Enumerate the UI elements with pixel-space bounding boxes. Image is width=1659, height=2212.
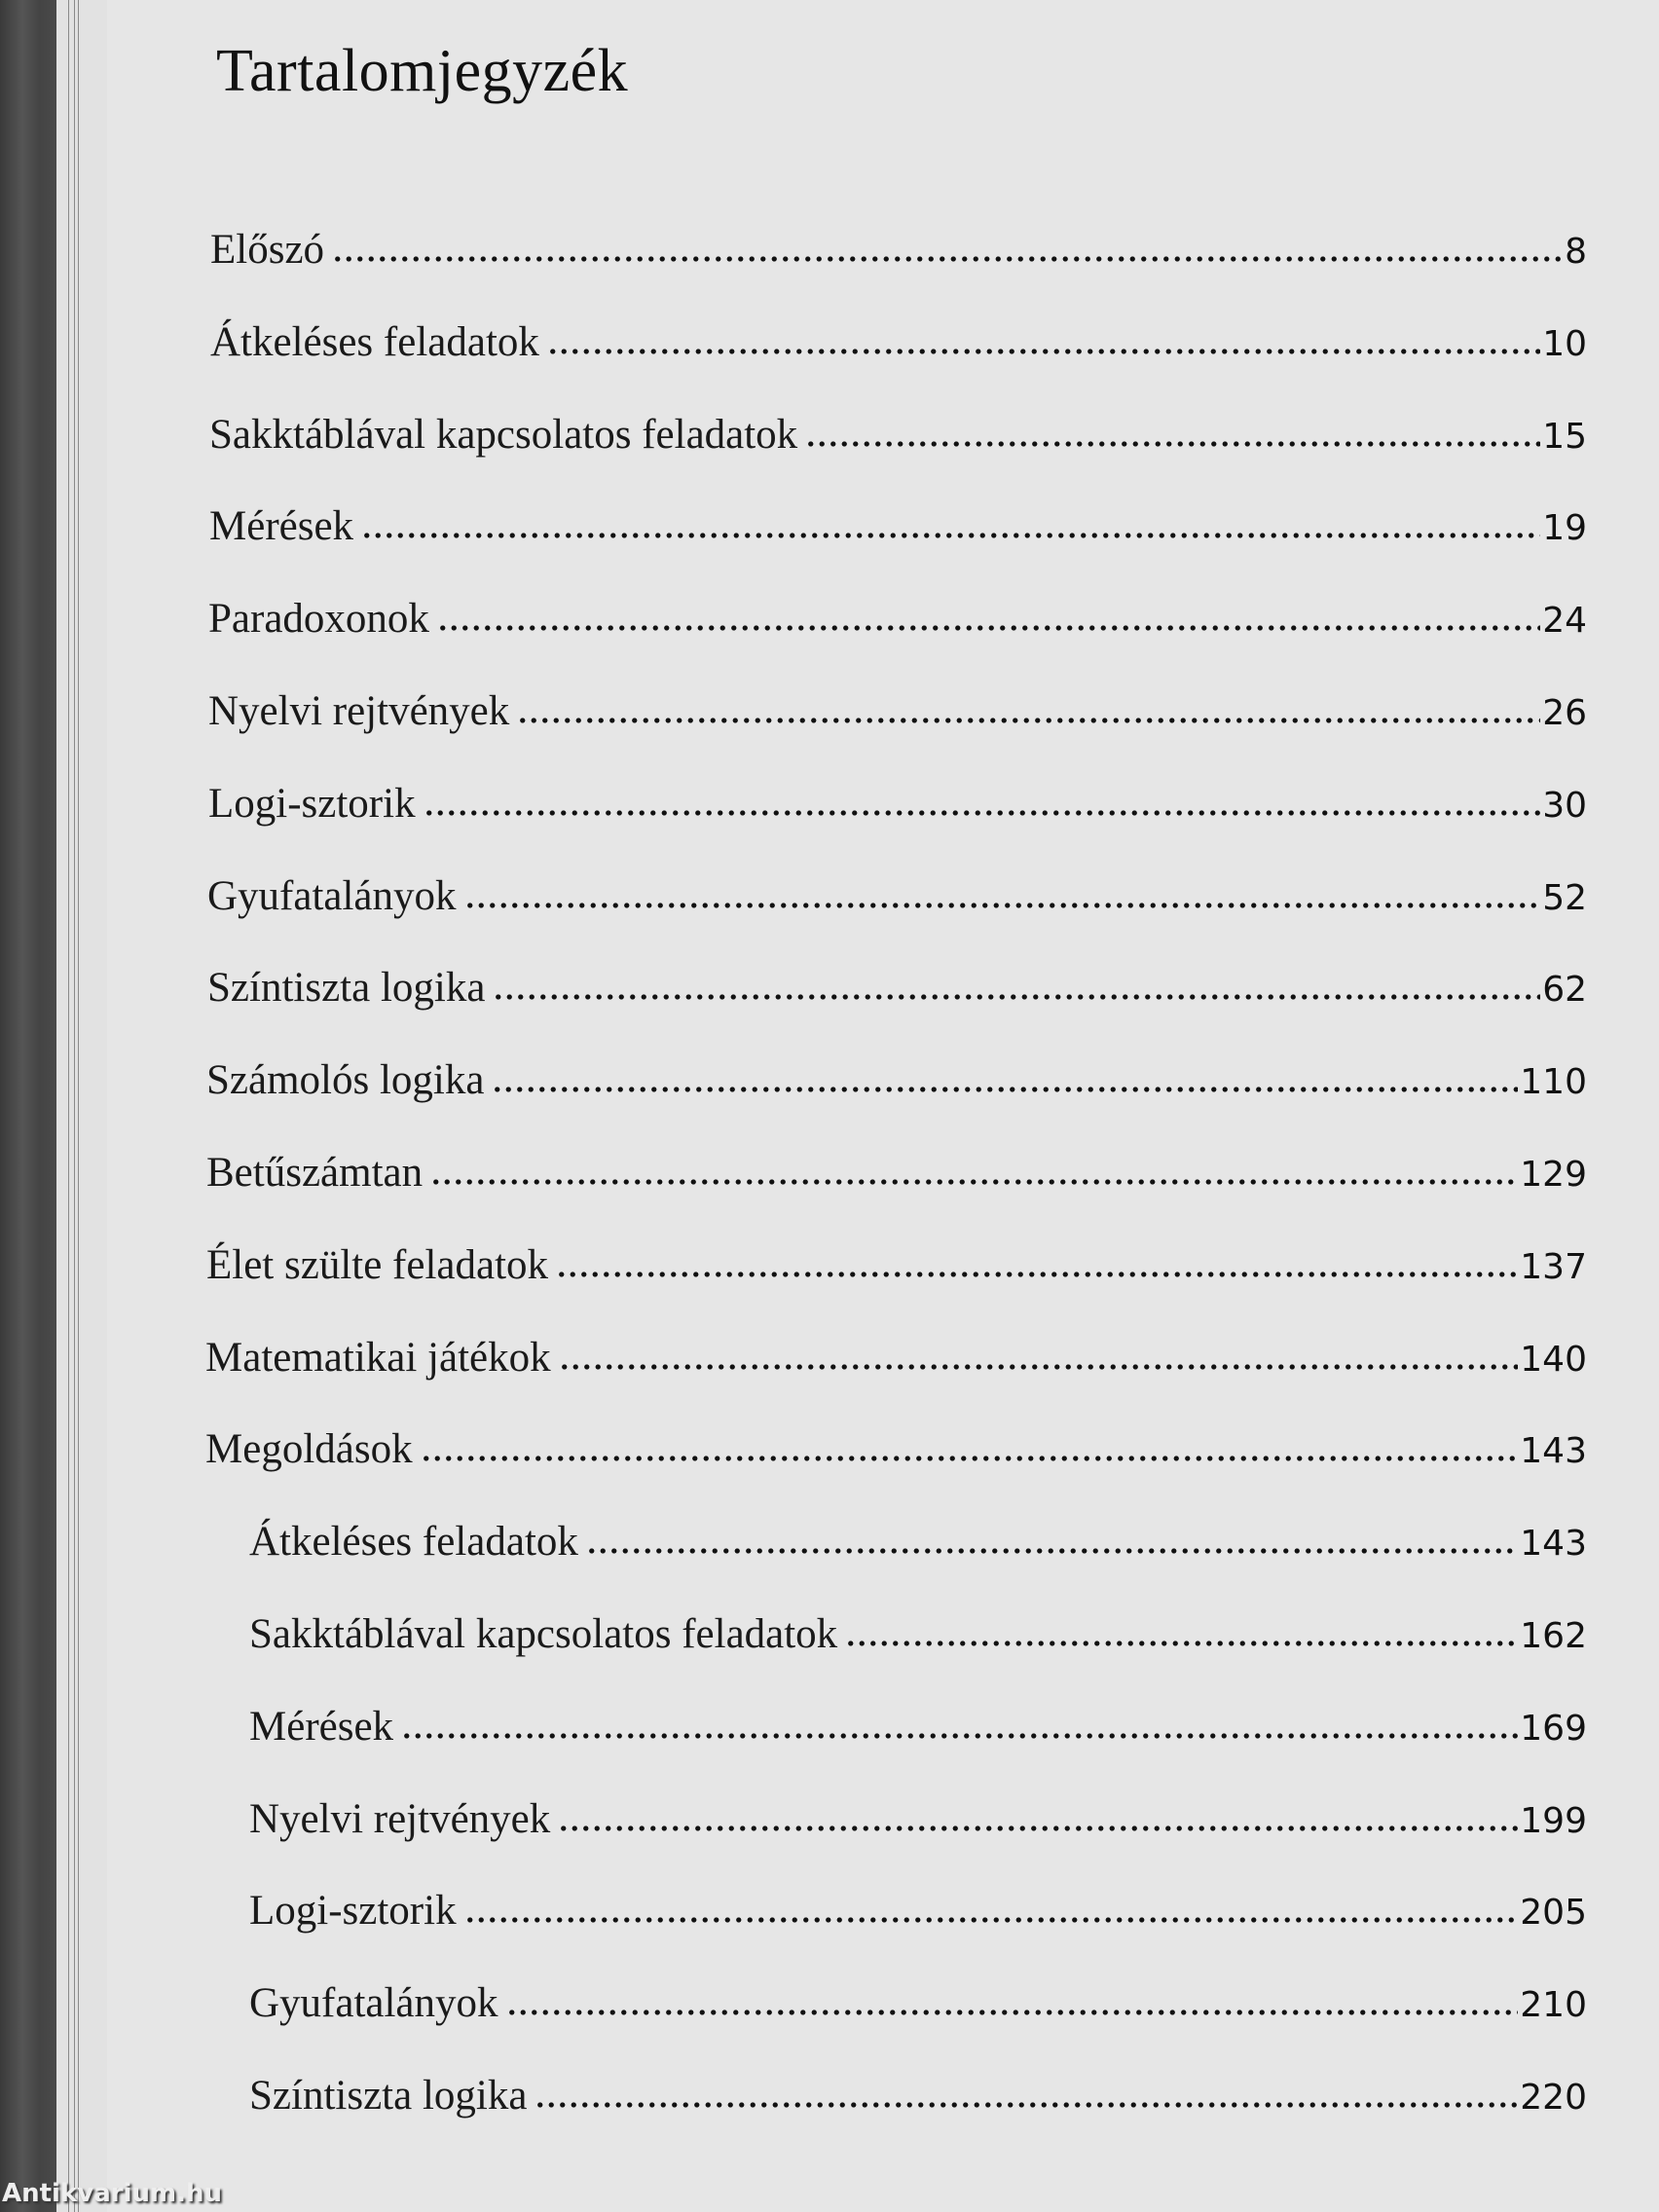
toc-entry-page: 24	[1542, 601, 1587, 642]
dot-leader	[547, 348, 1540, 355]
toc-entry-label: Logi-sztorik	[249, 1888, 457, 1935]
toc-entry-label: Mérések	[209, 503, 354, 550]
toc-entry-page: 8	[1565, 232, 1587, 272]
toc-entry	[208, 780, 1587, 838]
dot-leader	[845, 1640, 1518, 1647]
toc-entry-label: Mérések	[249, 1703, 394, 1750]
dot-leader	[517, 717, 1540, 724]
toc-entry	[206, 1241, 1587, 1300]
toc-entry	[249, 1703, 1587, 1761]
watermark: Antikvarium.hu	[2, 2179, 222, 2208]
dot-leader	[506, 2009, 1519, 2016]
toc-entry	[207, 964, 1587, 1022]
toc-entry-label: Átkeléses feladatok	[249, 1519, 578, 1566]
toc-entry-label: Matematikai játékok	[205, 1334, 551, 1381]
toc-entry-label: Paradoxonok	[208, 596, 429, 643]
dot-leader	[556, 1271, 1518, 1278]
toc-entry	[249, 2072, 1587, 2130]
toc-entry-page: 162	[1520, 1616, 1587, 1656]
dot-leader	[361, 532, 1540, 539]
dot-leader	[424, 809, 1541, 817]
toc-entry-page: 210	[1520, 1985, 1587, 2026]
page-edge-line	[68, 0, 69, 2212]
dot-leader	[401, 1732, 1518, 1740]
toc-entry	[249, 1518, 1587, 1576]
toc-entry-page: 62	[1542, 970, 1587, 1011]
dot-leader	[492, 1086, 1518, 1093]
page-edge-line	[74, 0, 75, 2212]
toc-entry-page: 26	[1542, 693, 1587, 733]
toc-entry	[249, 1795, 1587, 1854]
toc-entry-label: Sakktáblával kapcsolatos feladatok	[249, 1611, 838, 1657]
toc-entry	[205, 1425, 1587, 1484]
toc-entry-label: Nyelvi rejtvények	[208, 688, 510, 734]
toc-entry	[208, 687, 1587, 746]
toc-entry	[209, 502, 1587, 561]
toc-entry	[210, 318, 1587, 377]
toc-entry	[209, 411, 1587, 469]
dot-leader	[332, 255, 1563, 263]
toc-entry-label: Sakktáblával kapcsolatos feladatok	[209, 411, 798, 458]
book-spine	[0, 0, 56, 2212]
dot-leader	[437, 624, 1540, 632]
dot-leader	[805, 440, 1540, 448]
toc-entry-label: Betűszámtan	[206, 1150, 424, 1196]
page-edges	[56, 0, 107, 2212]
dot-leader	[493, 993, 1540, 1001]
toc-entry-page: 205	[1520, 1893, 1587, 1934]
toc-entry	[206, 1056, 1587, 1115]
toc-entry-label: Színtiszta logika	[207, 965, 486, 1012]
toc-entry	[208, 595, 1587, 653]
dot-leader	[586, 1547, 1518, 1555]
toc-entry-page: 52	[1542, 877, 1587, 918]
toc-entry-label: Színtiszta logika	[249, 2073, 528, 2119]
toc-entry-page: 140	[1520, 1339, 1587, 1380]
toc-entry-label: Logi-sztorik	[208, 780, 416, 827]
toc-entry-label: Előszó	[210, 227, 325, 273]
dot-leader	[464, 902, 1541, 909]
toc-entry-label: Gyufatalányok	[207, 872, 457, 919]
toc-entry	[206, 1149, 1587, 1207]
toc-entry	[210, 226, 1587, 284]
toc-entry	[249, 1887, 1587, 1945]
toc-entry-page: 10	[1542, 323, 1587, 364]
dot-leader	[558, 1825, 1518, 1832]
toc-entry-label: Átkeléses feladatok	[210, 318, 539, 365]
toc-entry-page: 137	[1520, 1246, 1587, 1287]
toc-entry	[205, 1334, 1587, 1392]
toc-entry	[207, 872, 1587, 931]
dot-leader	[421, 1455, 1519, 1462]
dot-leader	[430, 1178, 1518, 1186]
toc-entry-page: 129	[1520, 1155, 1587, 1195]
toc-entry	[249, 1979, 1587, 2038]
dot-leader	[535, 2101, 1518, 2109]
dot-leader	[464, 1916, 1519, 1924]
toc-entry-label: Nyelvi rejtvények	[249, 1795, 551, 1842]
toc-entry-page: 30	[1542, 785, 1587, 826]
toc-entry-page: 19	[1542, 508, 1587, 549]
toc-entry-label: Élet szülte feladatok	[206, 1241, 549, 1288]
toc-entry-page: 220	[1520, 2078, 1587, 2118]
toc-entry-page: 199	[1520, 1800, 1587, 1841]
toc-entry-label: Számolós logika	[206, 1057, 485, 1104]
toc-entry-page: 15	[1542, 416, 1587, 457]
page-edge-line	[78, 0, 79, 2212]
toc-entry-page: 110	[1520, 1062, 1587, 1103]
toc-entry-page: 143	[1520, 1524, 1587, 1565]
page-title: Tartalomjegyzék	[216, 38, 629, 104]
toc-entry	[249, 1610, 1587, 1669]
toc-entry-label: Megoldások	[205, 1426, 413, 1473]
toc-entry-label: Gyufatalányok	[249, 1980, 498, 2027]
dot-leader	[559, 1363, 1519, 1371]
toc-entry-page: 169	[1520, 1708, 1587, 1749]
toc-entry-page: 143	[1520, 1431, 1587, 1472]
